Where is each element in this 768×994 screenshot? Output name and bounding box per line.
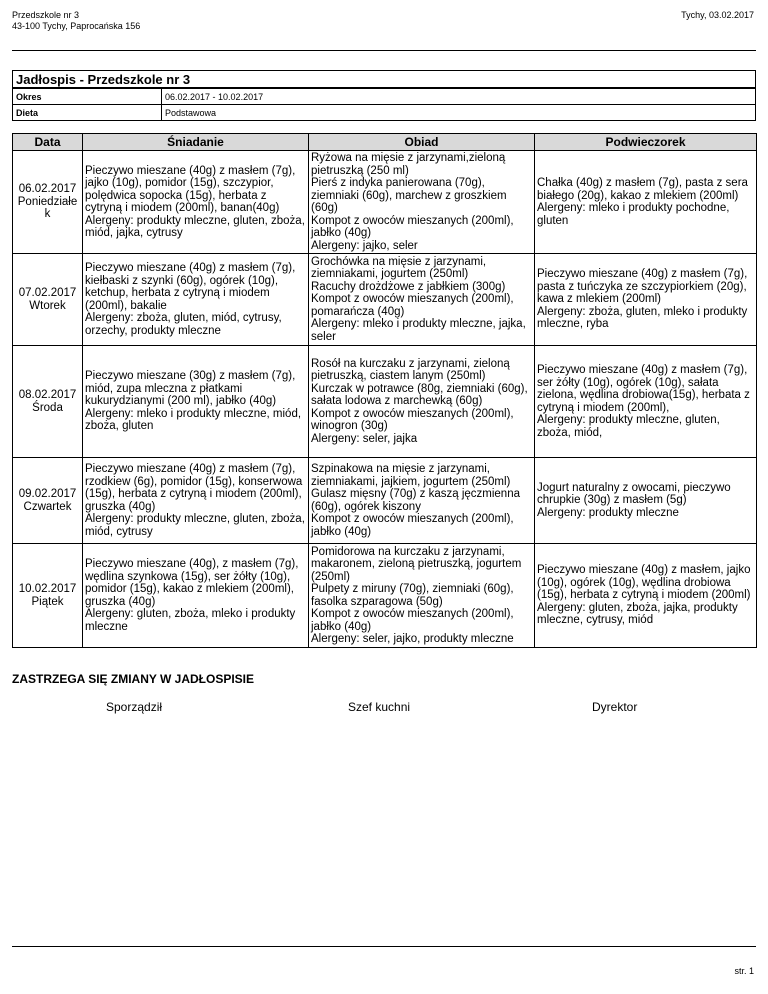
- page-number: str. 1: [734, 966, 754, 976]
- row-lunch: Szpinakowa na mięsie z jarzynami, ziemniakami, jajkiem, jogurtem (250ml) Gulasz mięsny (70g) z kaszą jęczmienna (60g), ogórek kiszony Kompot z owoców mieszanych (200ml), jabłko (40g): [309, 458, 535, 544]
- row-snack: Pieczywo mieszane (40g) z masłem (7g), ser żółty (10g), ogórek (10g), sałata zielona, wędlina drobiowa(15g), herbata z cytryną i miodem (200ml), Alergeny: produkty mleczne, gluten, zboża, miód,: [535, 346, 757, 458]
- table-row: [13, 254, 757, 346]
- page-title: Jadłospis - Przedszkole nr 3: [12, 70, 756, 88]
- header-date: Data: [13, 134, 83, 151]
- period-value: 06.02.2017 - 10.02.2017: [162, 89, 756, 105]
- row-date: 09.02.2017 Czwartek: [13, 458, 83, 544]
- row-lunch: Ryżowa na mięsie z jarzynami,zieloną pietruszką (250 ml) Pierś z indyka panierowana (70g), ziemniaki (60g), marchew z groszkiem (60g) Kompot z owoców mieszanych (200ml), jabłko (40g) Alergeny: jajko, seler: [309, 151, 535, 254]
- row-breakfast: Pieczywo mieszane (40g), z masłem (7g), wędlina szynkowa (15g), ser żółty (10g), pomidor (15g), kakao z mlekiem (200ml), gruszka (40g) Alergeny: gluten, zboża, mleko i produkty mleczne: [83, 544, 309, 648]
- row-breakfast: Pieczywo mieszane (40g) z masłem (7g), kiełbaski z szynki (60g), ogórek (10g), ketchup, herbata z cytryną i miodem (200ml), bakalie Alergeny: zboża, gluten, miód, cytrusy, orzechy, produkty mleczne: [83, 254, 309, 346]
- row-lunch: Grochówka na mięsie z jarzynami, ziemniakami, jogurtem (250ml) Racuchy drożdżowe z jabłkiem (300g) Kompot z owoców mieszanych (200ml), pomarańcza (40g) Alergeny: mleko i produkty mleczne, jajka, seler: [309, 254, 535, 346]
- period-label: Okres: [13, 89, 162, 105]
- row-lunch: Rosół na kurczaku z jarzynami, zieloną pietruszką, ciastem lanym (250ml) Kurczak w potrawce (80g, ziemniaki (60g), sałata lodowa z marchewką (60g) Kompot z owoców mieszanych (200ml), winogron (30g) Alergeny: seler, jajka: [309, 346, 535, 458]
- row-breakfast: Pieczywo mieszane (30g) z masłem (7g), miód, zupa mleczna z płatkami kukurydzianymi (200 ml), jabłko (40g) Alergeny: mleko i produkty mleczne, miód, zboża, gluten: [83, 346, 309, 458]
- signature-director: Dyrektor: [592, 700, 638, 714]
- header-breakfast: Śniadanie: [83, 134, 309, 151]
- row-snack: Pieczywo mieszane (40g) z masłem, jajko (10g), ogórek (10g), wędlina drobiowa (15g), herbata z cytryną i miodem (200ml) Alergeny: gluten, zboża, jajka, produkty mleczne, cytrusy, miód: [535, 544, 757, 648]
- row-lunch: Pomidorowa na kurczaku z jarzynami, makaronem, zieloną pietruszką, jogurtem (250ml) Pulpety z miruny (70g), ziemniaki (60g), fasolka szparagowa (50g) Kompot z owoców mieszanych (200ml), jabłko (40g) Alergeny: seler, jajko, produkty mleczne: [309, 544, 535, 648]
- school-name: Przedszkole nr 3: [12, 10, 80, 20]
- header-snack: Podwieczorek: [535, 134, 757, 151]
- diet-label: Dieta: [13, 105, 162, 121]
- signature-prepared-by: Sporządził: [106, 700, 163, 714]
- info-table: [12, 88, 756, 121]
- row-date: 10.02.2017 Piątek: [13, 544, 83, 648]
- table-row: [13, 458, 757, 544]
- row-breakfast: Pieczywo mieszane (40g) z masłem (7g), jajko (10g), pomidor (15g), szczypior, polędwica sopocka (15g), herbata z cytryną i miodem (200ml), banan(40g) Alergeny: produkty mleczne, gluten, zboża, miód, jajka, cytrusy: [83, 151, 309, 254]
- table-row: [13, 151, 757, 254]
- signature-chef: Szef kuchni: [348, 700, 411, 714]
- header-school-info: [12, 10, 140, 32]
- row-breakfast: Pieczywo mieszane (40g) z masłem (7g), rzodkiew (6g), pomidor (15g), konserwowa (15g), herbata z cytryną i miodem (200ml), gruszka (40g) Alergeny: produkty mleczne, gluten, zboża, miód, cytrusy: [83, 458, 309, 544]
- row-snack: Chałka (40g) z masłem (7g), pasta z sera białego (20g), kakao z mlekiem (200ml) Alergeny: mleko i produkty pochodne, gluten: [535, 151, 757, 254]
- menu-change-notice: ZASTRZEGA SIĘ ZMIANY W JADŁOSPISIE: [12, 672, 255, 686]
- table-row: [13, 544, 757, 648]
- row-date: 08.02.2017 Środa: [13, 346, 83, 458]
- diet-row: [13, 105, 756, 121]
- place-date: Tychy, 03.02.2017: [681, 10, 754, 20]
- row-date: 06.02.2017 Poniedziałe k: [13, 151, 83, 254]
- row-snack: Pieczywo mieszane (40g) z masłem (7g), pasta z tuńczyka ze szczypiorkiem (20g), kawa z mlekiem (200ml) Alergeny: zboża, gluten, mleko i produkty mleczne, ryba: [535, 254, 757, 346]
- menu-table: [12, 133, 757, 648]
- row-snack: Jogurt naturalny z owocami, pieczywo chrupkie (30g) z masłem (5g) Alergeny: produkty mleczne: [535, 458, 757, 544]
- header-lunch: Obiad: [309, 134, 535, 151]
- table-row: [13, 346, 757, 458]
- school-address: 43-100 Tychy, Paprocańska 156: [12, 21, 141, 31]
- row-date: 07.02.2017 Wtorek: [13, 254, 83, 346]
- period-row: [13, 89, 756, 105]
- diet-value: Podstawowa: [162, 105, 756, 121]
- footer-divider: [12, 946, 756, 947]
- header-divider: [12, 50, 756, 51]
- menu-header-row: [13, 134, 757, 151]
